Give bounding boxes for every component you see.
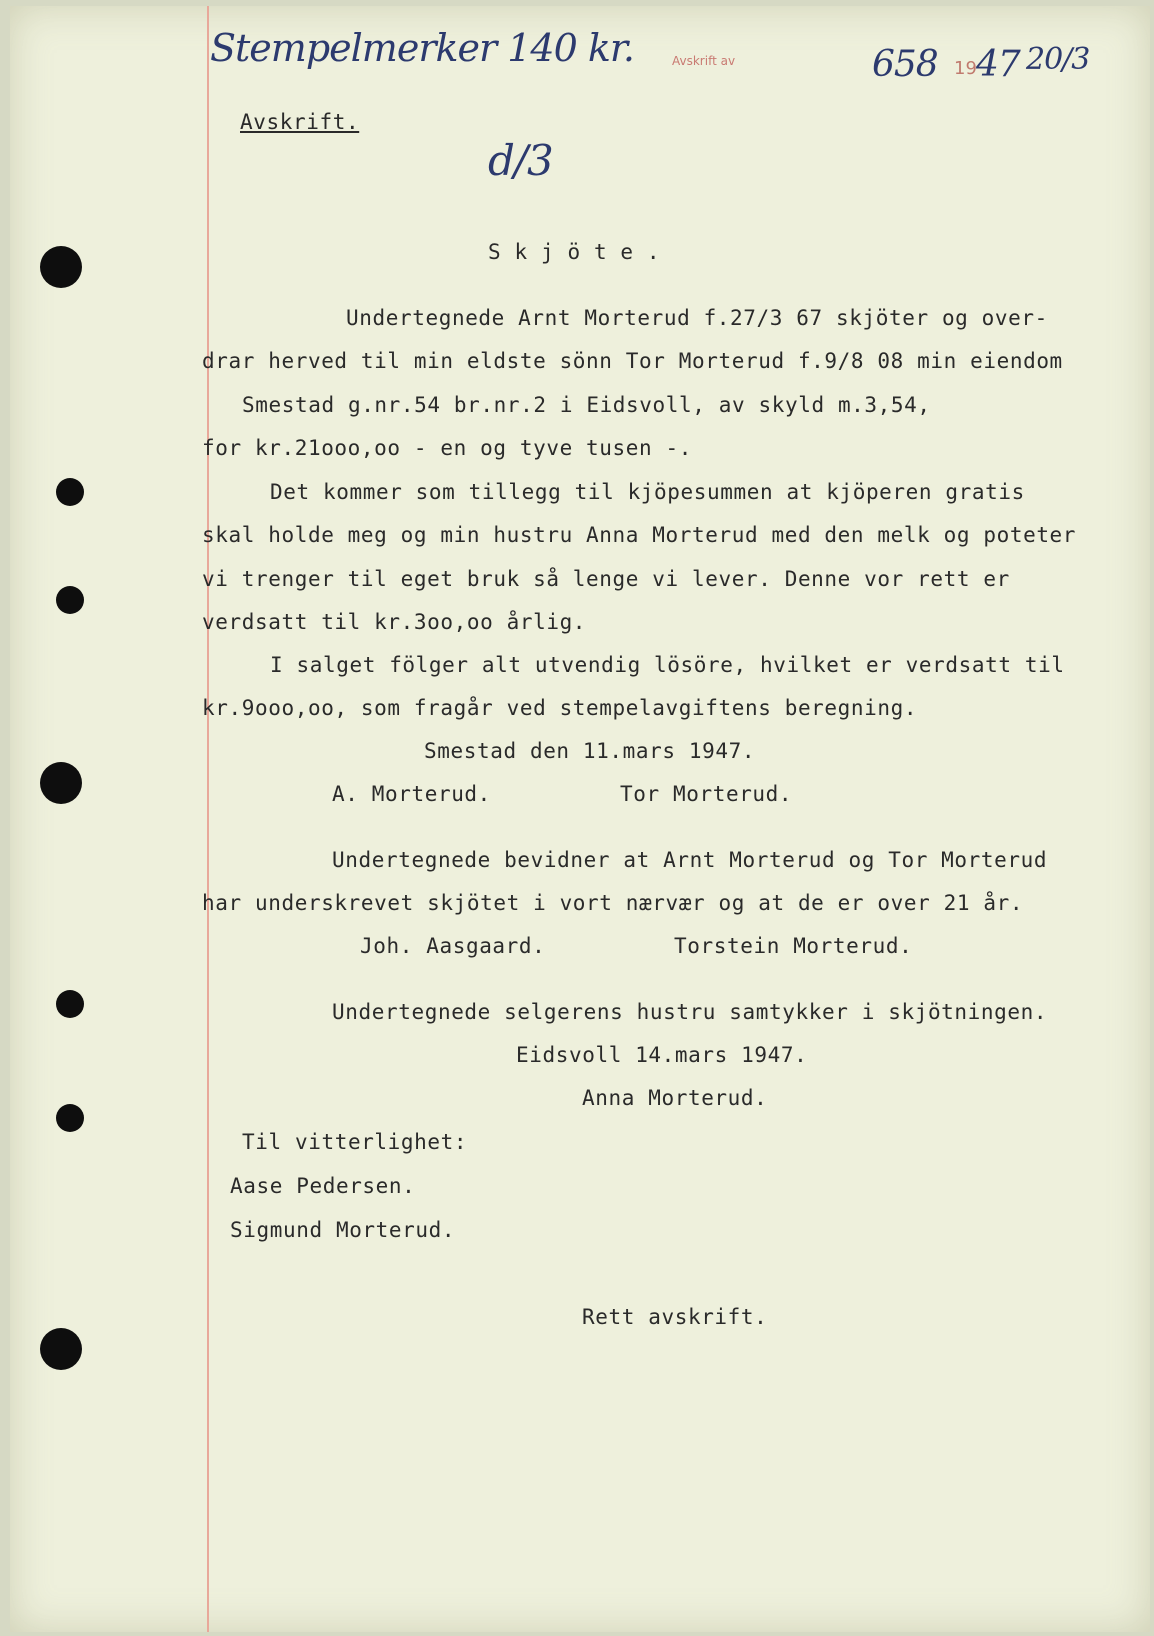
record-number: 658 bbox=[872, 44, 938, 85]
text-line: vi trenger til eget bruk så lenge vi lever. Denne vor rett er bbox=[202, 567, 1010, 591]
text-line: har underskrevet skjötet i vort nærvær og at de er over 21 år. bbox=[202, 891, 1024, 915]
text-line: verdsatt til kr.3oo,oo årlig. bbox=[202, 610, 587, 634]
signature-line: Joh. Aasgaard. bbox=[360, 934, 546, 958]
year-prefix: 19 bbox=[954, 58, 977, 79]
document-title: S k j ö t e . bbox=[488, 240, 661, 264]
punch-hole bbox=[56, 990, 84, 1018]
punch-hole bbox=[56, 586, 84, 614]
punch-hole bbox=[40, 762, 82, 804]
text-line: kr.9ooo,oo, som fragår ved stempelavgiftens beregning. bbox=[202, 696, 918, 720]
text-line: skal holde meg og min hustru Anna Morterud med den melk og poteter bbox=[202, 523, 1077, 547]
text-line: Undertegnede Arnt Morterud f.27/3 67 skjöter og over- bbox=[346, 306, 1048, 330]
closing-line: Rett avskrift. bbox=[582, 1305, 768, 1329]
text-line: Smestad den 11.mars 1947. bbox=[424, 739, 756, 763]
year-suffix: 47 bbox=[976, 44, 1020, 85]
signature-line: Tor Morterud. bbox=[620, 782, 793, 806]
stamp-small: Avskrift av bbox=[672, 54, 736, 68]
punch-hole bbox=[40, 246, 82, 288]
text-line: Smestad g.nr.54 br.nr.2 i Eidsvoll, av skyld m.3,54, bbox=[242, 393, 931, 417]
signature-line: Torstein Morterud. bbox=[674, 934, 913, 958]
text-line: Til vitterlighet: bbox=[242, 1130, 468, 1154]
signature-line: A. Morterud. bbox=[332, 782, 491, 806]
date-note: 20/3 bbox=[1026, 42, 1090, 77]
document-label: Avskrift. bbox=[240, 110, 360, 134]
signature-line: Aase Pedersen. bbox=[230, 1174, 416, 1198]
text-line: I salget fölger alt utvendig lösöre, hvilket er verdsatt til bbox=[270, 653, 1065, 677]
punch-hole bbox=[40, 1328, 82, 1370]
text-line: Eidsvoll 14.mars 1947. bbox=[516, 1043, 808, 1067]
margin-line bbox=[207, 6, 209, 1632]
text-line: Det kommer som tillegg til kjöpesummen at kjöperen gratis bbox=[270, 480, 1025, 504]
handwritten-stamp-note: Stempelmerker 140 kr. bbox=[210, 26, 634, 70]
punch-hole bbox=[56, 478, 84, 506]
signature-line: Anna Morterud. bbox=[582, 1086, 768, 1110]
initials: d/3 bbox=[488, 136, 553, 185]
text-line: drar herved til min eldste sönn Tor Morterud f.9/8 08 min eiendom bbox=[202, 349, 1063, 373]
text-line: Undertegnede selgerens hustru samtykker i skjötningen. bbox=[332, 1000, 1048, 1024]
document-page bbox=[10, 6, 1150, 1632]
text-line: Undertegnede bevidner at Arnt Morterud og Tor Morterud bbox=[332, 848, 1048, 872]
signature-line: Sigmund Morterud. bbox=[230, 1218, 456, 1242]
text-line: for kr.21ooo,oo - en og tyve tusen -. bbox=[202, 436, 692, 460]
punch-hole bbox=[56, 1104, 84, 1132]
